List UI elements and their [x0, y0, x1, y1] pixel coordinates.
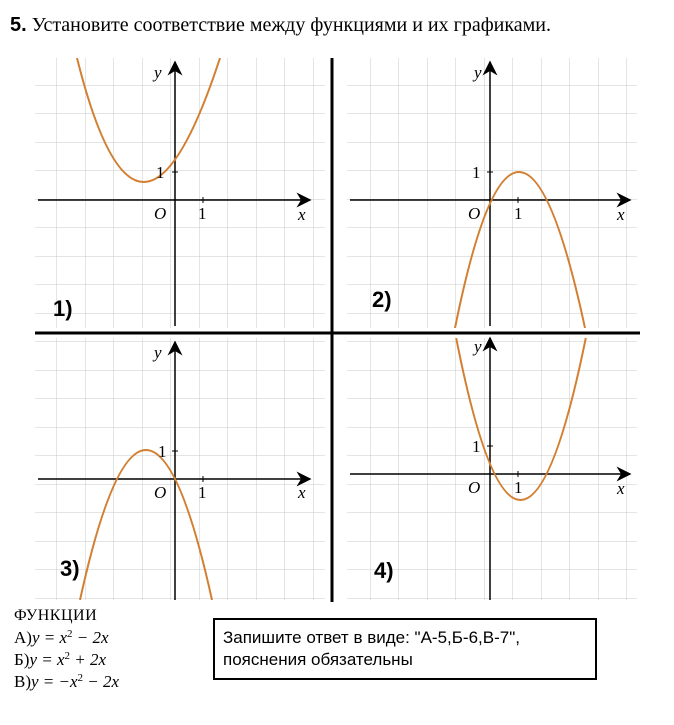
- function-item-a: [14, 627, 119, 649]
- x-axis-label-1: x: [298, 205, 306, 224]
- tick-x-label-2: 1: [514, 204, 523, 223]
- y-axis-label-3: y: [154, 343, 162, 362]
- function-exponent: 2: [77, 672, 84, 684]
- function-lhs: y = x: [29, 650, 65, 669]
- x-axis-label-3: x: [298, 483, 306, 502]
- tick-y-label-2: 1: [472, 163, 481, 182]
- grid-panel-1: [35, 58, 325, 328]
- function-item-v: [14, 671, 119, 693]
- functions-title: ФУНКЦИИ: [14, 607, 98, 624]
- function-item-b: [14, 649, 119, 671]
- graph-label-1: 1): [53, 296, 73, 321]
- origin-label-2: O: [468, 204, 481, 223]
- tick-y-label-3: 1: [158, 442, 167, 461]
- y-axis-label-2: y: [474, 63, 482, 82]
- task-number: 5.: [10, 14, 27, 36]
- functions-list: [14, 605, 119, 693]
- graph-label-2: 2): [372, 287, 392, 312]
- answer-instructions-line-1: Запишите ответ в виде: "А-5,Б-6,В-7",: [223, 628, 520, 647]
- function-lhs: y = −x: [31, 672, 78, 691]
- origin-label-1: O: [154, 204, 167, 223]
- tick-x-label-1: 1: [198, 204, 207, 223]
- tick-y-label-1: 1: [156, 163, 165, 182]
- x-axis-label-2: x: [617, 205, 625, 224]
- y-axis-label-4: y: [474, 337, 482, 356]
- tick-x-label-4: 1: [514, 478, 523, 497]
- function-exponent: 2: [64, 650, 70, 662]
- function-rhs: − 2x: [72, 628, 109, 647]
- graph-label-3: 3): [60, 556, 80, 581]
- x-axis-label-4: x: [617, 479, 625, 498]
- function-exponent: 2: [67, 628, 73, 640]
- graph-label-4: 4): [374, 558, 394, 583]
- origin-label-4: O: [468, 478, 481, 497]
- origin-label-3: O: [154, 483, 167, 502]
- answer-instructions-box: [213, 618, 597, 680]
- function-rhs: − 2x: [83, 672, 120, 691]
- y-axis-label-1: y: [154, 63, 162, 82]
- function-letter: А): [14, 628, 32, 647]
- tick-x-label-3: 1: [198, 483, 207, 502]
- task-text: Установите соответствие между функциями и их графиками.: [31, 14, 552, 36]
- function-rhs: + 2x: [70, 650, 107, 669]
- answer-instructions-line-2: пояснения обязательны: [223, 650, 413, 669]
- function-letter: Б): [14, 650, 30, 669]
- tick-y-label-4: 1: [472, 437, 481, 456]
- function-letter: В): [14, 672, 31, 691]
- function-lhs: y = x: [31, 628, 68, 647]
